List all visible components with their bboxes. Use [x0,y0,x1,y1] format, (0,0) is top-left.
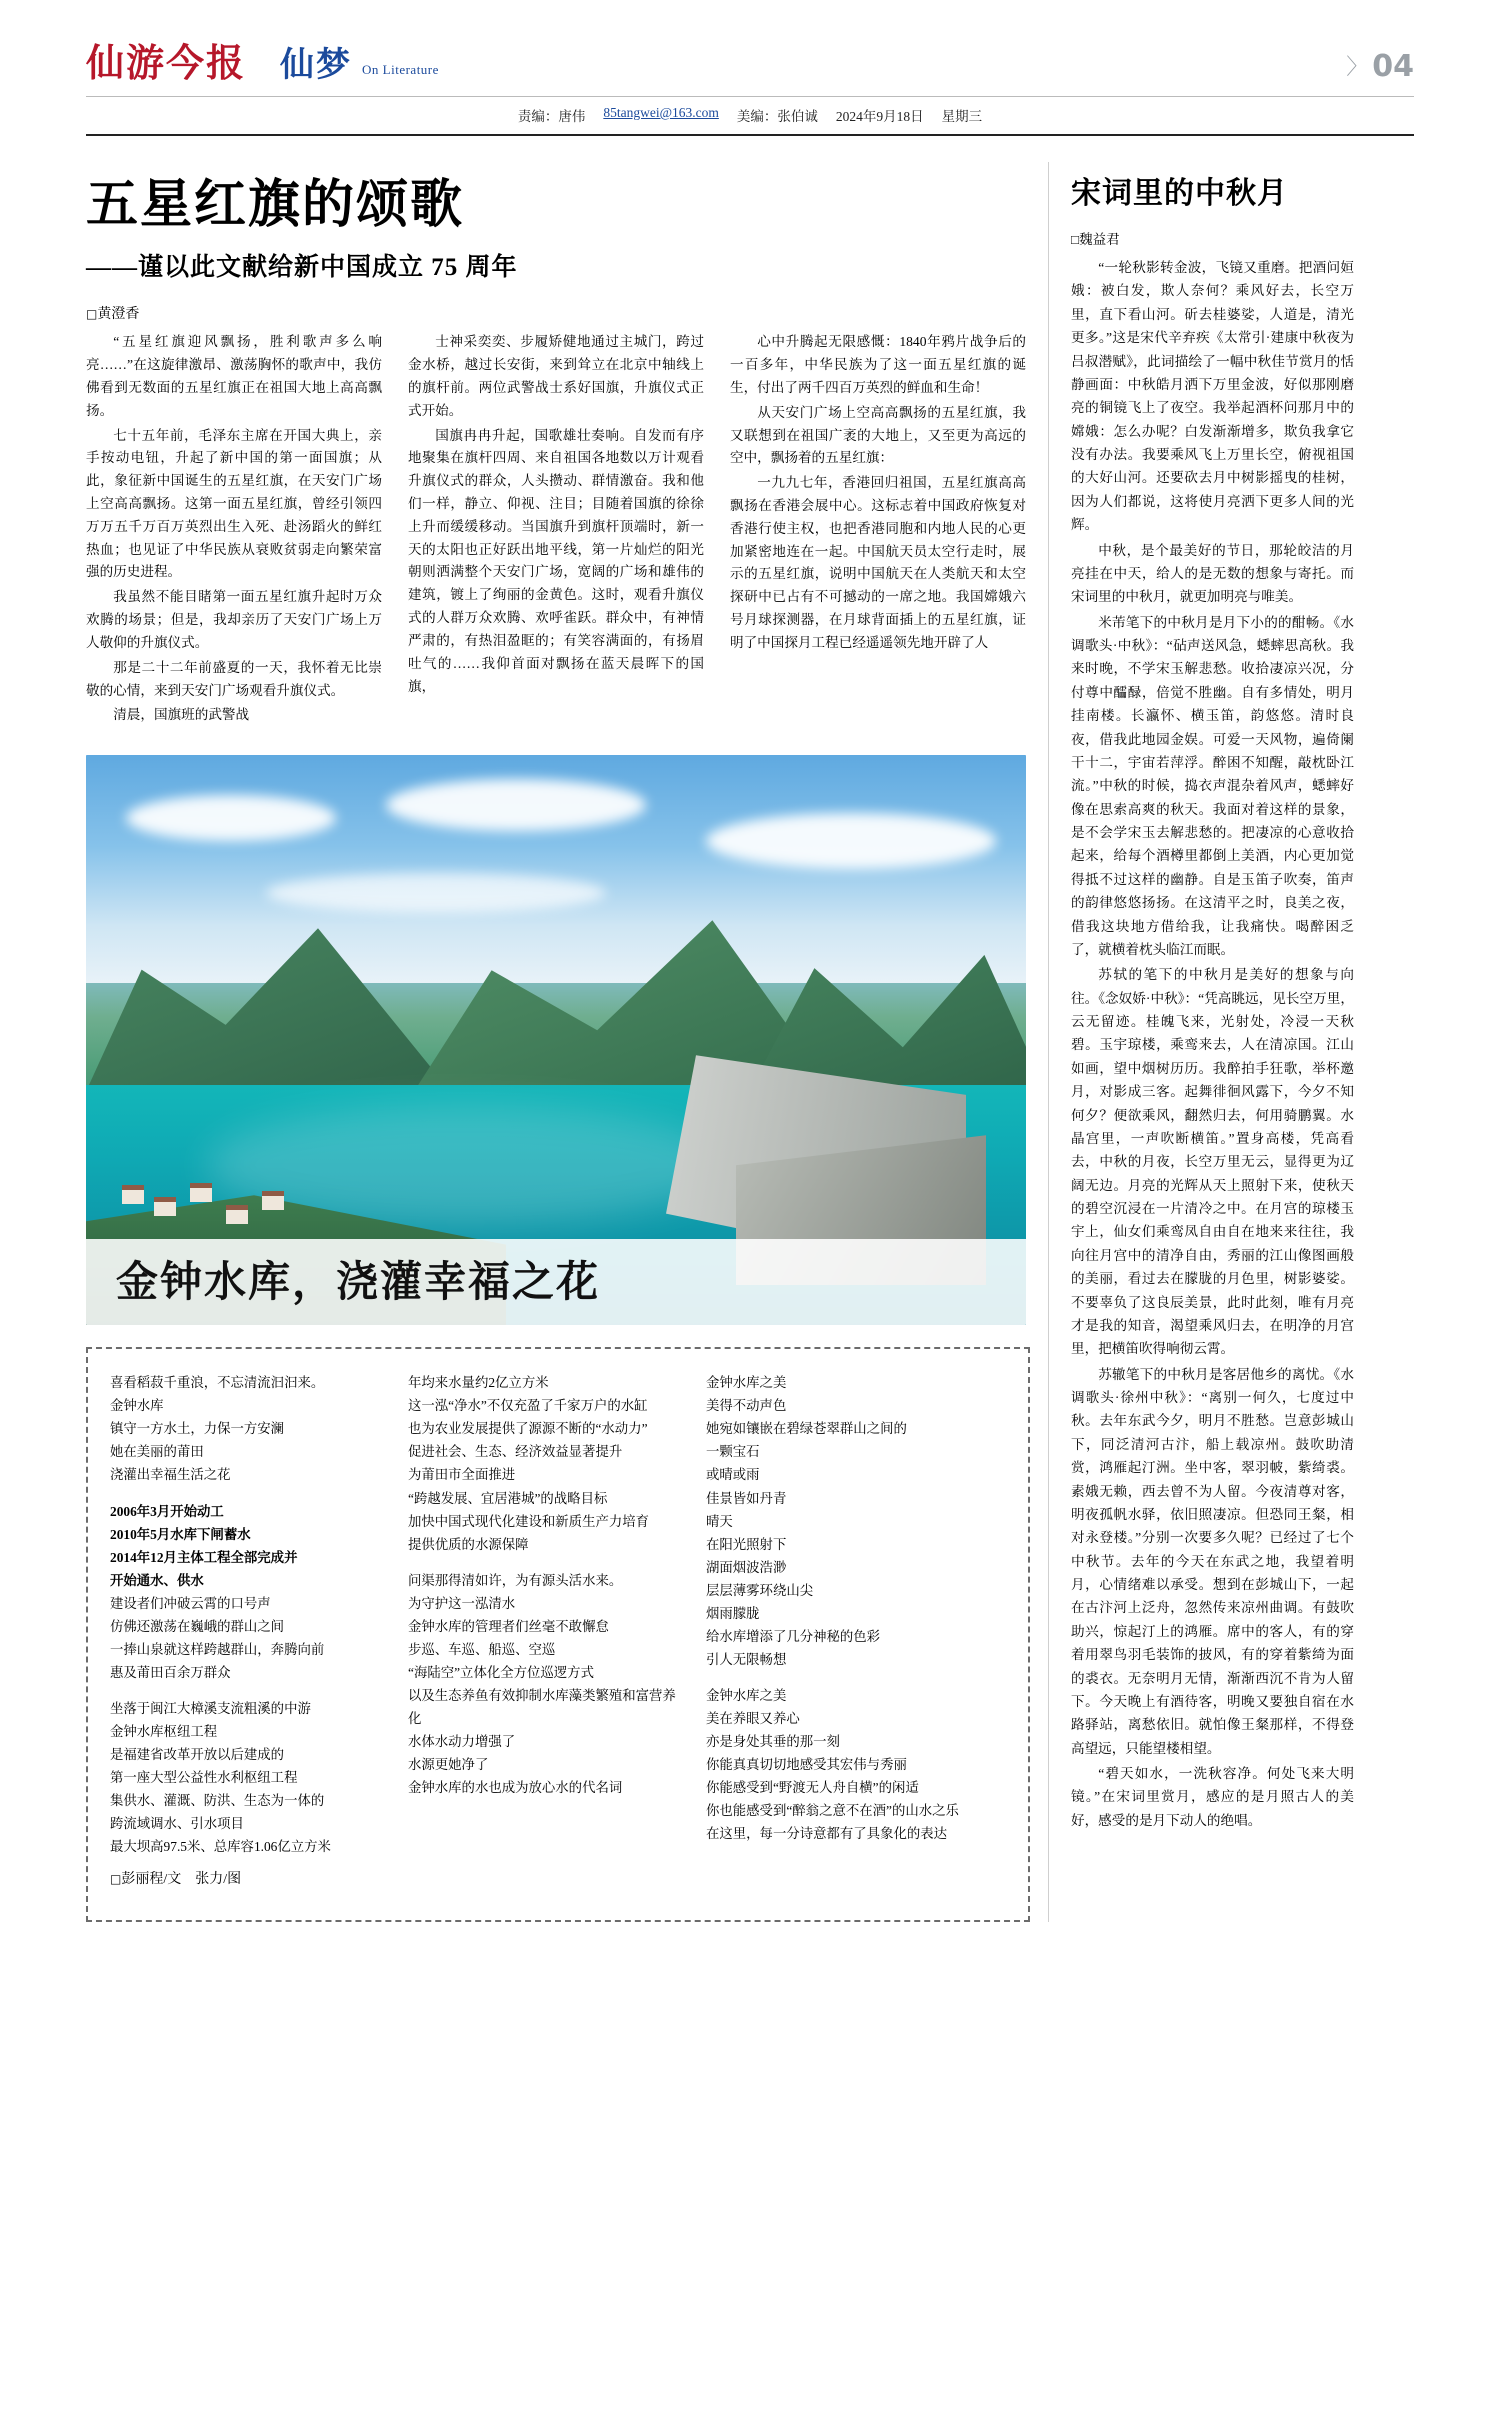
poem-line: 晴天 [706,1513,733,1529]
poem-line: 在这里，每一分诗意都有了具象化的表达 [706,1826,948,1842]
poem-line: 惠及莆田百余万群众 [110,1664,231,1680]
sidebar-paragraph: 米芾笔下的中秋月是月下小的的酣畅。《水调歌头·中秋》：“砧声送风急，蟋蟀思高秋。我来时晚，不学宋玉解悲愁。收拾凄凉兴况，分付尊中醽醁，倍觉不胜幽。自有多情处，明月挂南楼。长瀛怀、横玉笛，韵悠悠。清时良夜，借我此地园金娱。可爱一天风物，遍倚阑干十二，宇宙若萍浮。醉困不知醒，敲枕卧江流。”中秋的时候，捣衣声混杂着风声，蟋蟀好像在思索高爽的秋天。我面对着这样的景象，是不会学宋玉去解悲愁的。把凄凉的心意收拾起来，给每个酒樽里都倒上美酒，内心更加觉得抵不过这样的幽静。自是玉笛子吹奏，笛声的韵律悠悠扬扬。在这清平之时，良美之夜，借我这块地方借给我，让我痛快。喝醉困乏了，就横着枕头临江而眠。 [1071,614,1354,957]
designer-label: 美编：张伯诚 [736,109,818,124]
house-shape [190,1183,212,1202]
poem-line: 给水库增添了几分神秘的色彩 [706,1628,881,1644]
sidebar-author: 魏益君 [1079,232,1120,247]
article-paragraph: 士神采奕奕、步履矫健地通过主城门，跨过金水桥，越过长安街，来到耸立在北京中轴线上的旗杆前。两位武警战士系好国旗，升旗仪式正式开始。 [408,334,704,418]
poem-line: 喜看稻菽千重浪，不忘清流汩汩来。 [110,1375,325,1391]
poem-line: 金钟水库的管理者们丝毫不敢懈怠 [408,1618,609,1634]
poem-line: 浇灌出幸福生活之花 [110,1467,231,1483]
chevron-right-icon: 〉 [1346,54,1369,79]
poem-line: 坐落于闽江大樟溪支流粗溪的中游 [110,1700,311,1716]
poem-line: 湖面烟波浩渺 [706,1559,787,1575]
poem-line: 加快中国式现代化建设和新质生产力培育 [408,1513,650,1529]
article-column-1 [86,331,382,729]
sidebar-article [1071,162,1354,1922]
poem-line: 美得不动声色 [706,1398,787,1414]
poem-spacer [110,1487,380,1500]
poem-line: 金钟水库 [110,1398,164,1414]
poem-line: 你能真真切切地感受其宏伟与秀丽 [706,1757,907,1773]
poem-line: 跨流域调水、引水项目 [110,1816,244,1832]
masthead [86,40,1414,136]
poem-line: 她在美丽的莆田 [110,1444,204,1460]
main-article-area [86,162,1026,1922]
poem-line: 水源更她净了 [408,1757,489,1773]
poem-line: 一颗宝石 [706,1444,760,1460]
masthead-meta [86,97,1414,134]
publish-weekday: 星期三 [941,109,983,124]
poem-line: 步巡、车巡、船巡、空巡 [408,1641,556,1657]
poem-line: 金钟水库之美 [706,1687,787,1703]
poem-line: 金钟水库的水也成为放心水的代名词 [408,1780,623,1796]
poem-line: 为守护这一泓清水 [408,1595,516,1611]
photo-caption: 金钟水库，浇灌幸福之花 [116,1257,601,1307]
poem-line: 你能感受到“野渡无人舟自横”的闲适 [706,1780,919,1796]
poem-line: 第一座大型公益性水利枢纽工程 [110,1770,298,1786]
editor-email-link[interactable]: 85tangwei@163.com [603,105,719,120]
masthead-top [86,40,1414,85]
poem-line: 镇守一方水土，力保一方安澜 [110,1421,285,1437]
column-divider [1048,162,1049,1922]
article-columns [86,331,1026,729]
poem-box [86,1347,1030,1922]
article-byline [86,303,1026,323]
sidebar-paragraph: 苏辙笔下的中秋月是客居他乡的离忧。《水调歌头·徐州中秋》：“离别一何久，七度过中秋。去年东武今夕，明月不胜愁。岂意彭城山下，同泛清河古汴，船上载凉州。鼓吹助清赏，鸿雁起汀洲。坐中客，翠羽帔，紫绮裘。素娥无赖，西去曾不为人留。今夜清尊对客，明夜孤帆水驿，依旧照凄凉。但恐同王粲，相对永登楼。”分别一次要多久呢？已经过了七个中秋节。去年的今天在东武之地，我望着明月，心情绪难以承受。想到在彭城山下，一起在古汴河上泛舟，忽然传来凉州曲调。有鼓吹助兴，惊起汀上的鸿雁。席中的客人，有的穿着用翠鸟羽毛装饰的披风，有的穿着紫绮为面的裘衣。无奈明月无情，渐渐西沉不肯为人留下。今天晚上有酒待客，明晚又要独自宿在水路驿站，离愁依旧。就怕像王粲那样，不得登高望远，只能望楼相望。 [1071,1366,1354,1756]
section-title-en: On Literature [362,62,439,77]
poem-byline [110,1868,1006,1888]
byline-box-icon: □ [86,307,98,322]
newspaper-page [0,40,1500,2425]
sidebar-paragraph: “一轮秋影转金波，飞镜又重磨。把酒问姮娥：被白发，欺人奈何？乘风好去，长空万里，直下看山河。斫去桂婆娑，人道是，清光更多。”这是宋代辛弃疾《太常引·建康中秋夜为吕叔潜赋》，此词描绘了一幅中秋佳节赏月的恬静画面：中秋皓月洒下万里金波，好似那刚磨亮的铜镜飞上了夜空。我举起酒杯问那月中的嫦娥：怎么办呢？白发渐渐增多，欺负我拿它没有办法。我要乘风飞上万里长空，俯视祖国的大好山河。还要砍去月中树影摇曳的桂树，因为人们都说，这将使月亮洒下更多人间的光辉。 [1071,260,1354,533]
poem-line: 提供优质的水源保障 [408,1536,529,1552]
poem-line: 促进社会、生态、经济效益显著提升 [408,1444,623,1460]
house-shape [262,1191,284,1210]
article-paragraph: 清晨，国旗班的武警战 [113,707,250,723]
poem-line: 以及生态养鱼有效抑制水库藻类繁殖和富营养化 [408,1687,676,1726]
poem-author: 彭丽程/文 张力/图 [121,1872,242,1888]
poem-line: 也为农业发展提供了源源不断的“水动力” [408,1421,648,1437]
poem-line: 层层薄雾环绕山尖 [706,1582,814,1598]
poem-line: 她宛如镶嵌在碧绿苍翠群山之间的 [706,1421,907,1437]
sidebar-paragraph: 苏轼的笔下的中秋月是美好的想象与向往。《念奴娇·中秋》：“凭高眺远，见长空万里，云无留迹。桂魄飞来，光射处，冷浸一天秋碧。玉宇琼楼，乘鸾来去，人在清凉国。江山如画，望中烟树历历。我醉拍手狂歌，举杯邀月，对影成三客。起舞徘徊风露下，今夕不知何夕？便欲乘风，翻然归去，何用骑鹏翼。水晶宫里，一声吹断横笛。”置身高楼，凭高看去，中秋的月夜，长空万里无云，显得更为辽阔无边。月亮的光辉从天上照射下来，使秋天的碧空沉浸在一片清冷之中。在月宫的琼楼玉宇上，仙女们乘鸾凤自由自在地来来往往，我向往月宫中的清净自由，秀丽的江山像图画般的美丽，看过去在朦胧的月色里，树影婆娑。不要辜负了这良辰美景，此时此刻，唯有月亮才是我的知音，渴望乘风归去，在明净的月宫里，把横笛吹得响彻云霄。 [1071,967,1354,1357]
poem-line: 是福建省改革开放以后建成的 [110,1746,285,1762]
publish-date: 2024年9月18日 [835,109,924,124]
page-number: 04 [1372,49,1414,84]
article-paragraph: 一九九七年，香港回归祖国，五星红旗高高飘扬在香港会展中心。这标志着中国政府恢复对香港行使主权，也把香港同胞和内地人民的心更加紧密地连在一起。中国航天员太空行走时，展示的五星红旗，说明中国航天在人类航天和太空探研中已占有不可撼动的一席之地。我国嫦娥六号月球探测器，在月球背面插上的五星红旗，证明了中国探月工程已经遥遥领先地开辟了人 [730,475,1026,650]
poem-line: 美在养眼又养心 [706,1710,800,1726]
masthead-divider-thick [86,134,1414,136]
poem-column-2 [408,1371,678,1858]
poem-line: 2010年5月水库下闸蓄水 [110,1526,251,1542]
newspaper-logo: 仙游今报 [86,40,247,85]
section-title-cn: 仙梦 [280,45,353,85]
poem-line: 亦是身处其垂的那一刻 [706,1733,840,1749]
section-title-group [280,45,439,85]
photo-figure [86,755,1026,1325]
village-cluster [116,1175,306,1245]
article-column-3 [730,331,1026,729]
article-paragraph: 国旗冉冉升起，国歌雄壮奏响。自发而有序地聚集在旗杆四周、来自祖国各地数以万计观看升旗仪式的群众，人头攒动、群情激奋。我和他们一样，静立、仰视、注目；目随着国旗的徐徐上升而缓缓移动。当国旗升到旗杆顶端时，新一天的太阳也正好跃出地平线，第一片灿烂的阳光朝则洒满整个天安门广场，宽阔的广场和雄伟的建筑，镀上了绚丽的金黄色。这时，观看升旗仪式的人群万众欢腾、欢呼雀跃。群众中，有神情严肃的，有热泪盈眶的；有笑容满面的，有扬眉吐气的……我仰首面对飘扬在蓝天晨晖下的国旗， [408,427,704,694]
poem-line: 建设者们冲破云霄的口号声 [110,1595,271,1611]
sidebar-byline [1071,228,1354,248]
poem-line: 仿佛还激荡在巍峨的群山之间 [110,1618,285,1634]
poem-line: 引人无限畅想 [706,1651,787,1667]
article-headline: 五星红旗的颂歌 [86,174,465,235]
page-number-group [1346,49,1414,84]
poem-line: 2006年3月开始动工 [110,1503,224,1519]
article-paragraph: 心中升腾起无限感慨：1840年鸦片战争后的一百多年，中华民族为了这一面五星红旗的诞生，付出了两千四百万英烈的鲜血和生命！ [730,334,1026,395]
poem-line: “跨越发展、宜居港城”的战略目标 [408,1490,608,1506]
article-subhead: ——谨以此文献给新中国成立 75 周年 [86,254,518,282]
poem-line: 金钟水库之美 [706,1375,787,1391]
poem-line: 为莆田市全面推进 [408,1467,516,1483]
poem-columns [110,1371,1006,1858]
poem-line: 烟雨朦胧 [706,1605,760,1621]
editor-label: 责编：唐伟 [517,109,586,124]
byline-box-icon: □ [110,1872,122,1887]
sidebar-paragraph: 中秋，是个最美好的节日，那轮皎洁的月亮挂在中天，给人的是无数的想象与寄托。而宋词里的中秋月，就更加明亮与唯美。 [1071,542,1354,605]
poem-line: 开始通水、供水 [110,1572,204,1588]
article-paragraph: 七十五年前，毛泽东主席在开国大典上，亲手按动电钮，升起了新中国的第一面国旗；从此，象征新中国诞生的五星红旗，在天安门广场上空高高飘扬。这第一面五星红旗，曾经引领四万万五千万百万英烈出生入死、赴汤蹈火的鲜红热血；也见证了中华民族从衰败贫弱走向繁荣富强的历史进程。 [86,427,382,580]
sidebar-paragraph: “碧天如水，一洗秋容净。何处飞来大明镜。”在宋词里赏月，感应的是月照古人的美好，感受的是月下动人的绝唱。 [1071,1766,1354,1828]
page-content [86,162,1414,1922]
cloud-shape [266,873,606,913]
poem-line: 水体水动力增强了 [408,1733,516,1749]
poem-line: 一捧山泉就这样跨越群山，奔腾向前 [110,1641,325,1657]
poem-line: 金钟水库枢纽工程 [110,1723,218,1739]
article-paragraph: 那是二十二年前盛夏的一天，我怀着无比崇敬的心情，来到天安门广场观看升旗仪式。 [86,659,382,698]
poem-column-1 [110,1371,380,1858]
sidebar-body [1071,256,1354,1832]
cloud-shape [386,779,646,831]
poem-line: 这一泓“净水”不仅充盈了千家万户的水缸 [408,1398,648,1414]
house-shape [122,1185,144,1204]
sidebar-title: 宋词里的中秋月 [1071,176,1288,211]
poem-spacer [706,1671,976,1684]
cloud-shape [126,795,336,841]
poem-line: 2014年12月主体工程全部完成并 [110,1549,298,1565]
article-paragraph: “五星红旗迎风飘扬，胜利歌声多么响亮……”在这旋律激昂、激荡胸怀的歌声中，我仿佛看到无数面的五星红旗正在祖国大地上高高飘扬。 [86,334,382,418]
poem-line: 或晴或雨 [706,1467,760,1483]
poem-line: 问渠那得清如许，为有源头活水来。 [408,1572,623,1588]
reservoir-dam-photo [86,755,1026,1325]
poem-line: 佳景皆如丹青 [706,1490,787,1506]
byline-box-icon: □ [1071,232,1080,247]
cloud-shape [706,813,996,869]
poem-column-3 [706,1371,976,1858]
article-paragraph: 我虽然不能目睹第一面五星红旗升起时万众欢腾的场景；但是，我却亲历了天安门广场上万人敬仰的升旗仪式。 [86,589,382,650]
poem-spacer [110,1684,380,1697]
article-column-2 [408,331,704,729]
poem-line: 最大坝高97.5米、总库容1.06亿立方米 [110,1839,331,1855]
house-shape [226,1205,248,1224]
article-paragraph: 从天安门广场上空高高飘扬的五星红旗，我又联想到在祖国广袤的大地上，又至更为高远的空中，飘扬着的五星红旗： [730,404,1026,466]
article-author: 黄澄香 [97,307,140,323]
house-shape [154,1197,176,1216]
poem-line: 在阳光照射下 [706,1536,787,1552]
poem-line: “海陆空”立体化全方位巡逻方式 [408,1664,594,1680]
poem-spacer [408,1556,678,1569]
poem-line: 你也能感受到“醉翁之意不在酒”的山水之乐 [706,1803,959,1819]
poem-line: 年均来水量约2亿立方米 [408,1375,549,1391]
poem-line: 集供水、灌溉、防洪、生态为一体的 [110,1793,325,1809]
